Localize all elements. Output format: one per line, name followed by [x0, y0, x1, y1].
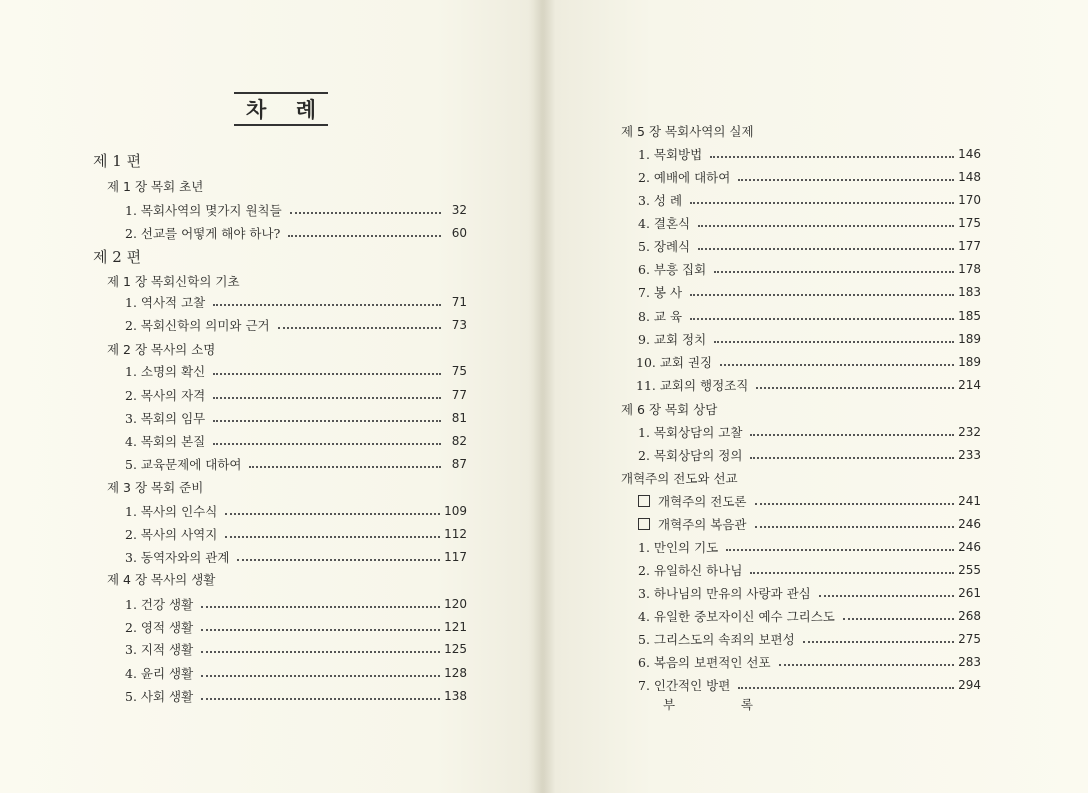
toc-entry-page: 117: [444, 550, 467, 564]
toc-entry-label: 개혁주의 복음관: [658, 517, 747, 532]
section-heading: 개혁주의 전도와 선교: [621, 471, 738, 486]
toc-entry-label: 5. 그리스도의 속죄의 보편성: [638, 632, 795, 647]
toc-entry-label: 2. 유일하신 하나님: [638, 563, 743, 578]
toc-entry-label: 11. 교회의 행정조직: [636, 378, 749, 393]
toc-entry[interactable]: [125, 199, 467, 221]
toc-entry[interactable]: [638, 490, 981, 512]
leader-dots: [714, 271, 954, 273]
toc-entry[interactable]: [638, 605, 981, 627]
leader-dots: [237, 559, 440, 561]
toc-entry[interactable]: [125, 453, 467, 475]
toc-entry-label: 4. 결혼식: [638, 216, 691, 231]
toc-entry-page: 177: [958, 239, 981, 253]
toc-entry-label: 6. 부흥 집회: [638, 262, 707, 277]
chapter-heading: 제 6 장 목회 상담: [621, 402, 718, 417]
toc-entry-page: 283: [958, 655, 981, 669]
toc-entry-label: 5. 사회 생활: [125, 689, 194, 704]
toc-entry-page: 214: [958, 378, 981, 392]
toc-entry-label: 1. 목회방법: [638, 147, 703, 162]
leader-dots: [225, 513, 440, 515]
leader-dots: [720, 364, 954, 366]
toc-entry-page: 75: [451, 364, 467, 378]
toc-entry-page: 175: [958, 216, 981, 230]
toc-entry-label: 2. 목사의 자격: [125, 388, 206, 403]
part-heading: 제 2 편: [93, 247, 142, 266]
toc-entry-page: 71: [451, 295, 467, 309]
toc-entry[interactable]: [125, 360, 467, 382]
leader-dots: [201, 698, 440, 700]
toc-entry-page: 120: [444, 597, 467, 611]
toc-entry[interactable]: [638, 305, 981, 327]
toc-entry-label: 3. 동역자와의 관계: [125, 550, 230, 565]
leader-dots: [278, 327, 441, 329]
toc-entry-label: 2. 목사의 사역지: [125, 527, 218, 542]
appendix-char-1: 부: [663, 697, 676, 712]
leader-dots: [755, 526, 955, 528]
toc-entry-label: 2. 목회신학의 의미와 근거: [125, 318, 270, 333]
toc-entry-page: 148: [958, 170, 981, 184]
leader-dots: [213, 443, 441, 445]
toc-entry[interactable]: [125, 593, 467, 615]
toc-entry[interactable]: [125, 662, 467, 684]
leader-dots: [698, 248, 954, 250]
toc-entry-page: 128: [444, 666, 467, 680]
toc-entry-page: 170: [958, 193, 981, 207]
leader-dots: [779, 664, 955, 666]
toc-entry-label: 1. 건강 생활: [125, 597, 194, 612]
toc-entry-page: 268: [958, 609, 981, 623]
toc-entry-label: 2. 선교를 어떻게 해야 하나?: [125, 226, 281, 241]
toc-entry-page: 189: [958, 332, 981, 346]
chapter-heading: 제 2 장 목사의 소명: [107, 342, 216, 357]
toc-entry-page: 232: [958, 425, 981, 439]
toc-entry[interactable]: [636, 351, 981, 373]
leader-dots: [249, 466, 441, 468]
toc-entry-page: 275: [958, 632, 981, 646]
leader-dots: [201, 606, 440, 608]
toc-entry[interactable]: [125, 291, 467, 313]
toc-entry-page: 146: [958, 147, 981, 161]
toc-entry-label: 1. 소명의 확신: [125, 364, 206, 379]
square-bullet-icon: [638, 518, 650, 530]
toc-entry-label: 5. 교육문제에 대하여: [125, 457, 242, 472]
toc-entry-page: 261: [958, 586, 981, 600]
toc-entry-page: 178: [958, 262, 981, 276]
leader-dots: [819, 595, 954, 597]
leader-dots: [750, 434, 954, 436]
chapter-heading: 제 4 장 목사의 생활: [107, 572, 216, 587]
leader-dots: [755, 503, 955, 505]
toc-entry-page: 109: [444, 504, 467, 518]
toc-entry-label: 6. 복음의 보편적인 선포: [638, 655, 771, 670]
chapter-heading: 제 1 장 목회신학의 기초: [107, 274, 240, 289]
toc-entry-label: 1. 역사적 고찰: [125, 295, 206, 310]
part-heading: 제 1 편: [93, 151, 142, 170]
toc-entry-page: 87: [451, 457, 467, 471]
toc-entry-label: 4. 윤리 생활: [125, 666, 194, 681]
toc-entry[interactable]: [125, 500, 467, 522]
toc-title-char-1: 차: [246, 98, 267, 122]
leader-dots: [714, 341, 954, 343]
square-bullet-icon: [638, 495, 650, 507]
toc-entry[interactable]: [638, 166, 981, 188]
chapter-heading: 제 1 장 목회 초년: [107, 179, 204, 194]
leader-dots: [690, 202, 954, 204]
toc-entry[interactable]: [638, 212, 981, 234]
toc-entry[interactable]: [125, 430, 467, 452]
toc-entry-page: 81: [451, 411, 467, 425]
toc-entry-page: 112: [444, 527, 467, 541]
toc-entry-page: 294: [958, 678, 981, 692]
toc-entry-label: 4. 유일한 중보자이신 예수 그리스도: [638, 609, 835, 624]
toc-entry-label: 1. 만인의 기도: [638, 540, 719, 555]
leader-dots: [225, 536, 440, 538]
toc-entry[interactable]: [125, 314, 467, 336]
leader-dots: [213, 304, 441, 306]
toc-title: [234, 92, 328, 126]
toc-entry[interactable]: [638, 444, 981, 466]
toc-entry[interactable]: [638, 536, 981, 558]
leader-dots: [698, 225, 954, 227]
toc-entry-page: 138: [444, 689, 467, 703]
toc-entry-page: 246: [958, 540, 981, 554]
toc-entry[interactable]: [638, 421, 981, 443]
toc-entry-label: 3. 목회의 임무: [125, 411, 206, 426]
toc-entry-label: 3. 하나님의 만유의 사랑과 관심: [638, 586, 811, 601]
toc-title-char-2: 례: [295, 98, 316, 122]
leader-dots: [738, 687, 954, 689]
leader-dots: [690, 318, 954, 320]
leader-dots: [201, 629, 440, 631]
toc-entry[interactable]: [638, 189, 981, 211]
leader-dots: [710, 156, 954, 158]
toc-entry[interactable]: [638, 328, 981, 350]
toc-entry-page: 121: [444, 620, 467, 634]
toc-entry-label: 개혁주의 전도론: [658, 494, 747, 509]
toc-entry[interactable]: [125, 638, 467, 660]
toc-entry-page: 77: [451, 388, 467, 402]
toc-entry-page: 233: [958, 448, 981, 462]
leader-dots: [750, 572, 954, 574]
toc-entry-label: 2. 영적 생활: [125, 620, 194, 635]
toc-entry[interactable]: [125, 685, 467, 707]
toc-entry-label: 2. 목회상담의 정의: [638, 448, 743, 463]
toc-entry-label: 4. 목회의 본질: [125, 434, 206, 449]
toc-entry[interactable]: [638, 559, 981, 581]
toc-entry-page: 125: [444, 642, 467, 656]
toc-entry-page: 241: [958, 494, 981, 508]
toc-entry[interactable]: [636, 374, 981, 396]
toc-entry-page: 82: [451, 434, 467, 448]
toc-entry-label: 5. 장례식: [638, 239, 691, 254]
toc-entry[interactable]: [125, 407, 467, 429]
toc-entry-page: 189: [958, 355, 981, 369]
toc-entry[interactable]: [638, 513, 981, 535]
chapter-heading: 제 5 장 목회사역의 실제: [621, 124, 754, 139]
toc-entry[interactable]: [638, 628, 981, 650]
toc-entry-label: 1. 목사의 인수식: [125, 504, 218, 519]
leader-dots: [213, 397, 441, 399]
leader-dots: [750, 457, 954, 459]
toc-entry-label: 2. 예배에 대하여: [638, 170, 731, 185]
leader-dots: [803, 641, 954, 643]
toc-entry[interactable]: [638, 143, 981, 165]
toc-entry[interactable]: [638, 651, 981, 673]
toc-entry[interactable]: [125, 616, 467, 638]
left-page: [0, 0, 540, 793]
leader-dots: [690, 294, 954, 296]
toc-entry-page: 255: [958, 563, 981, 577]
toc-entry-label: 7. 인간적인 방편: [638, 678, 731, 693]
appendix-heading[interactable]: [663, 693, 753, 715]
leader-dots: [756, 387, 954, 389]
toc-entry[interactable]: [125, 523, 467, 545]
leader-dots: [213, 373, 441, 375]
toc-entry-page: 183: [958, 285, 981, 299]
toc-entry-page: 60: [451, 226, 467, 240]
toc-entry[interactable]: [638, 582, 981, 604]
toc-entry[interactable]: [125, 546, 467, 568]
leader-dots: [290, 212, 441, 214]
toc-entry-label: 10. 교회 권징: [636, 355, 713, 370]
toc-entry[interactable]: [638, 281, 981, 303]
appendix-char-2: 록: [740, 697, 753, 712]
toc-entry-label: 3. 성 례: [638, 193, 683, 208]
leader-dots: [288, 235, 441, 237]
toc-entry-page: 246: [958, 517, 981, 531]
leader-dots: [201, 675, 440, 677]
toc-entry-label: 8. 교 육: [638, 309, 683, 324]
leader-dots: [843, 618, 954, 620]
leader-dots: [726, 549, 954, 551]
toc-entry-label: 3. 지적 생활: [125, 642, 194, 657]
toc-entry[interactable]: [125, 222, 467, 244]
toc-entry-page: 32: [451, 203, 467, 217]
toc-entry-label: 7. 봉 사: [638, 285, 683, 300]
chapter-heading: 제 3 장 목회 준비: [107, 480, 204, 495]
toc-entry-page: 73: [451, 318, 467, 332]
toc-entry-label: 1. 목회사역의 몇가지 원칙들: [125, 203, 282, 218]
toc-entry-label: 9. 교회 정치: [638, 332, 707, 347]
right-page: [545, 0, 1088, 793]
toc-entry[interactable]: [638, 235, 981, 257]
toc-entry[interactable]: [638, 258, 981, 280]
leader-dots: [213, 420, 441, 422]
leader-dots: [201, 651, 440, 653]
leader-dots: [738, 179, 954, 181]
toc-entry-page: 185: [958, 309, 981, 323]
toc-entry-label: 1. 목회상담의 고찰: [638, 425, 743, 440]
toc-entry[interactable]: [125, 384, 467, 406]
